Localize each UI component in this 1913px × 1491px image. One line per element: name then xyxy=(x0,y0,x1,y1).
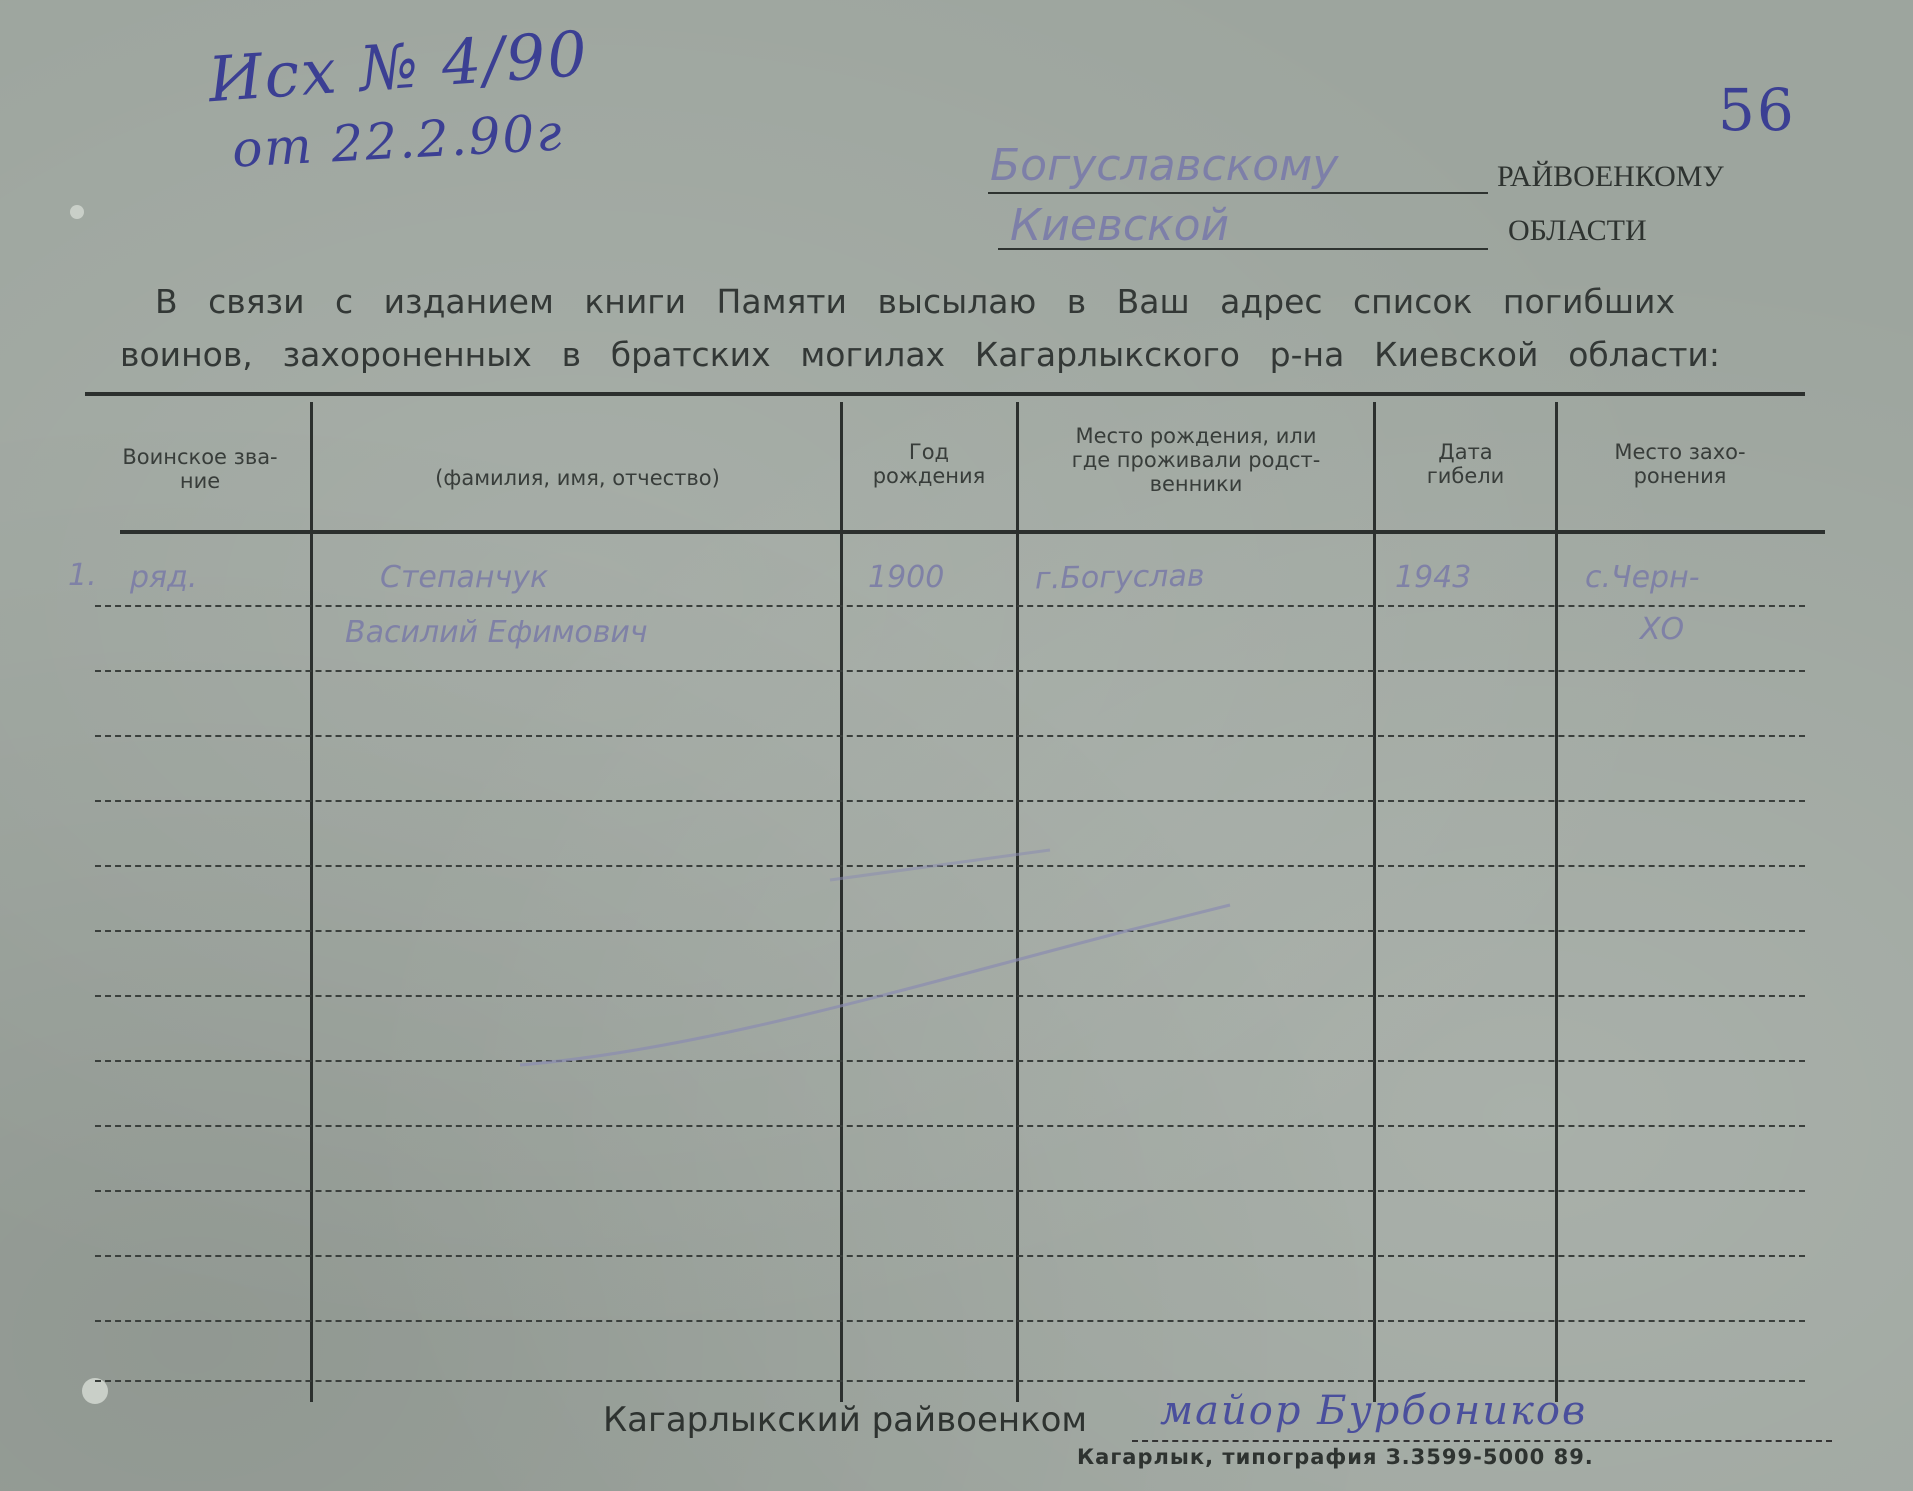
row-rule xyxy=(95,1125,1805,1127)
header-name: (фамилия, имя, отчество) xyxy=(435,466,720,490)
header-death-date: Дата гибели xyxy=(1426,440,1505,488)
intro-line-2: воинов, захороненных в братских могилах Кагарлыкского р-на Киевской области: xyxy=(120,335,1720,374)
row-rule xyxy=(95,800,1805,802)
row-rule xyxy=(95,1060,1805,1062)
district-fill-line xyxy=(988,192,1488,194)
row-rule xyxy=(95,865,1805,867)
archive-mark-line1: Исх № 4/90 xyxy=(205,16,592,117)
col-divider-4 xyxy=(1373,402,1376,1402)
row-rule xyxy=(95,735,1805,737)
signer-label: Кагарлыкский райвоенком xyxy=(603,1400,1088,1440)
region-label: ОБЛАСТИ xyxy=(1508,214,1647,247)
page-number: 56 xyxy=(1718,76,1796,144)
archive-mark-line2: от 22.2.90г xyxy=(230,103,565,179)
district-handwritten: Богуславскому xyxy=(990,140,1339,191)
row1-burial-place: с.Черн- xyxy=(1585,560,1700,595)
row1-rank: ряд. xyxy=(130,560,198,595)
row1-name: Степанчук xyxy=(380,560,549,595)
intro-line-1: В связи с изданием книги Памяти высылаю в Ваш адрес список погибших xyxy=(155,282,1675,321)
row-rule xyxy=(95,1190,1805,1192)
row-rule xyxy=(95,995,1805,997)
row-rule xyxy=(95,605,1805,607)
col-divider-5 xyxy=(1555,402,1558,1402)
signature: майор Бурбоников xyxy=(1160,1388,1588,1434)
row1-birthplace: г.Богуслав xyxy=(1034,558,1205,597)
col-divider-2 xyxy=(840,402,843,1402)
table-header-rule xyxy=(120,530,1825,534)
header-birthplace: Место рождения, или где проживали родст- венники xyxy=(1071,424,1321,496)
row-rule xyxy=(95,1320,1805,1322)
signature-line xyxy=(1132,1440,1832,1442)
col-divider-1 xyxy=(310,402,313,1402)
row2-burial-place: ХО xyxy=(1640,612,1685,647)
print-info: Кагарлык, типография З.3599-5000 89. xyxy=(1077,1445,1594,1469)
header-rank: Воинское зва- ние xyxy=(122,445,278,493)
row-rule xyxy=(95,930,1805,932)
region-handwritten: Киевской xyxy=(1010,200,1230,251)
header-burial-place: Место захо- ронения xyxy=(1614,440,1746,488)
row1-birth-year: 1900 xyxy=(868,560,945,595)
region-fill-line xyxy=(998,248,1488,250)
row1-death-date: 1943 xyxy=(1395,560,1472,595)
table-top-rule xyxy=(85,392,1805,396)
row-rule xyxy=(95,1255,1805,1257)
row-rule xyxy=(95,1380,1805,1382)
row2-name: Василий Ефимович xyxy=(345,615,648,650)
row-rule xyxy=(95,670,1805,672)
header-birth-year: Год рождения xyxy=(872,440,986,488)
punch-hole-top xyxy=(70,205,84,219)
col-divider-3 xyxy=(1016,402,1019,1402)
row1-number: 1. xyxy=(68,558,97,593)
district-label: РАЙВОЕНКОМУ xyxy=(1497,160,1724,193)
